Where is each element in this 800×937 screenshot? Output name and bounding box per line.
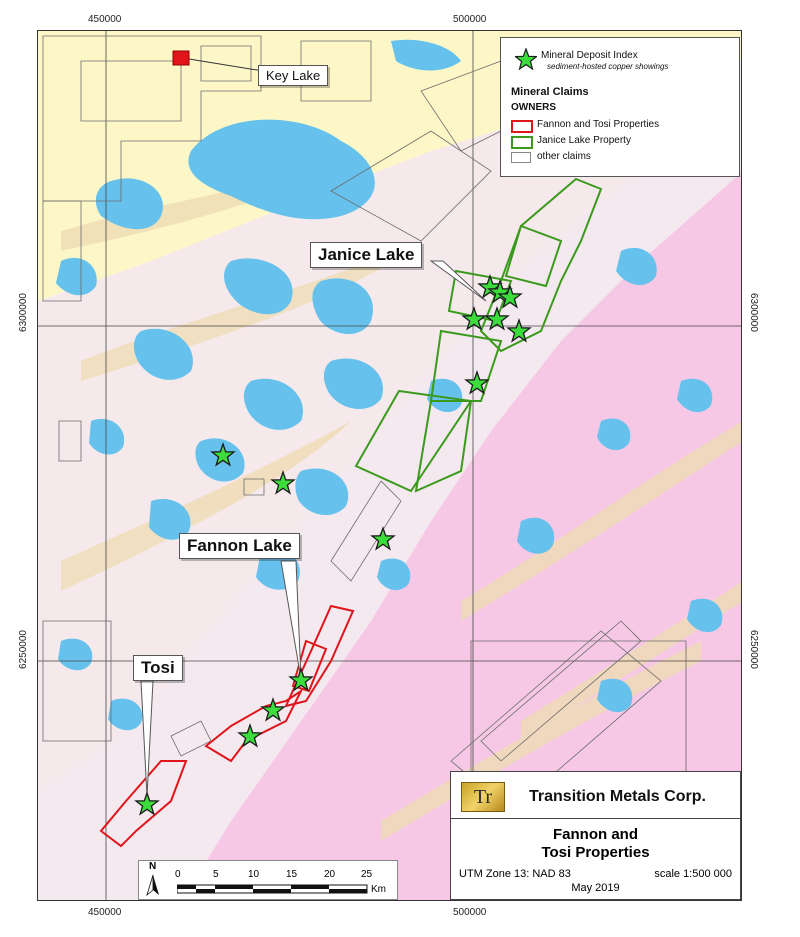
company-name: Transition Metals Corp. [529, 788, 706, 805]
legend-swatch-fannon [511, 120, 533, 133]
scale-tick-5: 5 [213, 869, 219, 880]
legend-item-janice: Janice Lake Property [537, 135, 631, 146]
title-block [450, 771, 741, 900]
legend-swatch-other [511, 152, 531, 163]
legend-swatch-janice [511, 136, 533, 149]
legend-item-other: other claims [537, 151, 591, 162]
title-line-2: Tosi Properties [541, 844, 650, 861]
scale-text: scale 1:500 000 [654, 868, 732, 880]
scale-unit: Km [371, 884, 386, 895]
x-label-450000-bottom: 450000 [88, 907, 122, 918]
callout-key-lake[interactable]: Key Lake [258, 65, 328, 86]
callout-janice-lake[interactable]: Janice Lake [310, 242, 422, 268]
y-label-6300000: 6300000 [18, 293, 29, 332]
scale-tick-15: 15 [286, 869, 298, 880]
datum-text: UTM Zone 13: NAD 83 [459, 868, 571, 880]
x-label-500000-bottom: 500000 [453, 907, 487, 918]
callout-tosi[interactable]: Tosi [133, 655, 183, 681]
y-label-6250000-right: 6250000 [748, 630, 759, 669]
scale-ruler [177, 883, 377, 895]
x-label-500000: 500000 [453, 14, 487, 25]
title-divider [451, 818, 740, 819]
legend-mdi-subtitle: sediment-hosted copper showings [547, 62, 669, 71]
company-logo [461, 782, 505, 812]
key-lake-marker [173, 51, 189, 65]
legend-item-fannon: Fannon and Tosi Properties [537, 119, 660, 130]
scale-tick-10: 10 [248, 869, 260, 880]
x-label-450000: 450000 [88, 14, 122, 25]
title-line-1: Fannon and [553, 826, 638, 843]
north-label: N [149, 861, 157, 872]
scale-tick-25: 25 [361, 869, 373, 880]
y-label-6250000: 6250000 [18, 630, 29, 669]
logo-text: Tr [473, 786, 493, 808]
scale-tick-20: 20 [324, 869, 336, 880]
legend-owners-title: OWNERS [511, 102, 556, 113]
date-text: May 2019 [571, 882, 620, 894]
map-legend [500, 37, 740, 177]
y-label-6300000-right: 6300000 [748, 293, 759, 332]
legend-mdi-title: Mineral Deposit Index [541, 50, 638, 61]
scale-tick-0: 0 [175, 869, 181, 880]
legend-star-icon [515, 48, 537, 70]
callout-fannon-lake[interactable]: Fannon Lake [179, 533, 300, 559]
scale-bar [138, 860, 398, 900]
legend-claims-title: Mineral Claims [511, 86, 589, 98]
